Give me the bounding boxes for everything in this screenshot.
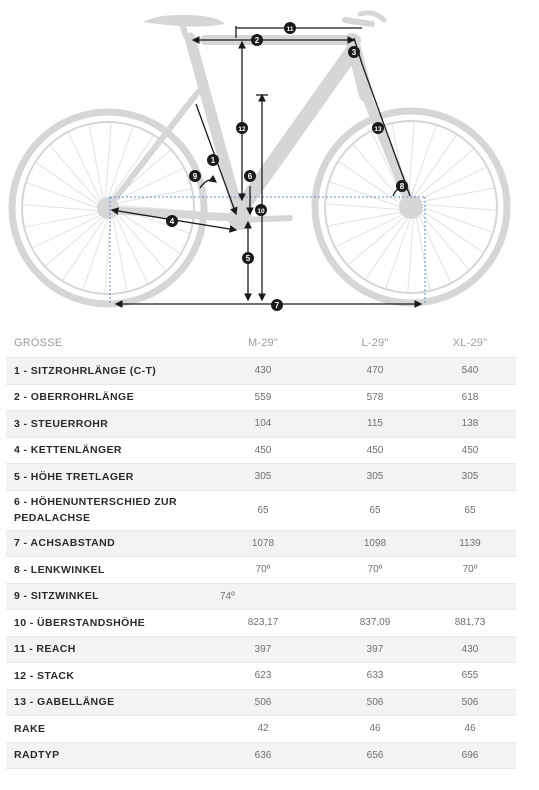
row-value: 450 [200, 437, 326, 464]
row-value: 46 [326, 716, 424, 743]
table-row [6, 384, 516, 411]
table-row [6, 610, 516, 637]
row-value: 305 [424, 464, 516, 491]
row-value: 696 [424, 742, 516, 769]
marker-number: 13 [374, 126, 382, 133]
row-value: 823,17 [200, 610, 326, 637]
measurement-marker [207, 154, 219, 166]
measurement-marker [284, 22, 296, 34]
column-header-xl29: XL-29" [452, 337, 488, 349]
row-label: RADTYP [6, 742, 200, 769]
row-label: 4 - KETTENLÄNGER [6, 437, 200, 464]
row-value: 618 [424, 384, 516, 411]
measurement-marker [166, 215, 178, 227]
row-label: 8 - LENKWINKEL [6, 557, 200, 584]
column-header-l29: L-29" [361, 337, 389, 349]
row-value: 305 [326, 464, 424, 491]
marker-number: 7 [274, 301, 280, 310]
table-row [6, 716, 516, 743]
row-label: 9 - SITZWINKEL [6, 583, 200, 610]
bike-geometry-diagram [0, 0, 539, 322]
row-value: 881,73 [424, 610, 516, 637]
measurement-marker [251, 34, 263, 46]
row-value: 837,09 [326, 610, 424, 637]
table-row [6, 530, 516, 557]
marker-number: 12 [238, 126, 246, 133]
row-value: 115 [326, 411, 424, 438]
table-row [6, 583, 516, 610]
measurement-marker [189, 170, 201, 182]
row-label: 1 - SITZROHRLÄNGE (C-T) [6, 358, 200, 385]
row-label: 10 - ÜBERSTANDSHÖHE [6, 610, 200, 637]
row-value: 450 [326, 437, 424, 464]
measurement-marker [242, 252, 254, 264]
table-row [6, 636, 516, 663]
marker-number: 9 [192, 172, 198, 181]
row-value: 138 [424, 411, 516, 438]
measurement-marker [244, 170, 256, 182]
row-value: 506 [326, 689, 424, 716]
row-value: 506 [200, 689, 326, 716]
marker-number: 4 [169, 217, 175, 226]
row-label: 6 - HÖHENUNTERSCHIED ZUR PEDALACHSE [6, 490, 200, 530]
row-label: RAKE [6, 716, 200, 743]
geometry-table [6, 329, 516, 769]
row-value: 559 [200, 384, 326, 411]
table-row [6, 411, 516, 438]
table-row [6, 464, 516, 491]
table-row [6, 490, 516, 530]
row-value: 104 [200, 411, 326, 438]
row-value: 397 [326, 636, 424, 663]
row-value: 430 [200, 358, 326, 385]
row-value [326, 583, 424, 610]
table-row [6, 358, 516, 385]
table-row [6, 437, 516, 464]
marker-number: 6 [247, 172, 253, 181]
row-value: 506 [424, 689, 516, 716]
column-header-size: GRÖSSE [14, 337, 63, 349]
row-value: 636 [200, 742, 326, 769]
marker-number: 2 [254, 36, 260, 45]
measurement-marker [372, 122, 384, 134]
table-row [6, 557, 516, 584]
row-value: 65 [200, 490, 326, 530]
row-value: 430 [424, 636, 516, 663]
row-value: 1139 [424, 530, 516, 557]
row-value: 470 [326, 358, 424, 385]
row-value: 1078 [200, 530, 326, 557]
marker-number: 5 [245, 254, 251, 263]
row-value: 656 [326, 742, 424, 769]
row-value: 70º [200, 557, 326, 584]
row-label: 3 - STEUERROHR [6, 411, 200, 438]
measurement-marker [271, 299, 283, 311]
row-label: 13 - GABELLÄNGE [6, 689, 200, 716]
row-value: 70º [424, 557, 516, 584]
row-label: 2 - OBERROHRLÄNGE [6, 384, 200, 411]
row-value: 397 [200, 636, 326, 663]
row-value: 65 [326, 490, 424, 530]
measurement-marker [348, 46, 360, 58]
row-value: 74º [200, 583, 326, 610]
measurement-marker [236, 122, 248, 134]
row-value: 623 [200, 663, 326, 690]
table-row [6, 742, 516, 769]
measurement-marker [396, 180, 408, 192]
column-header-m29: M-29" [248, 337, 278, 349]
row-value: 655 [424, 663, 516, 690]
saddle [143, 15, 225, 27]
row-value [424, 583, 516, 610]
row-label: 5 - HÖHE TRETLAGER [6, 464, 200, 491]
marker-number: 8 [399, 182, 405, 191]
row-value: 450 [424, 437, 516, 464]
row-label: 12 - STACK [6, 663, 200, 690]
row-value: 540 [424, 358, 516, 385]
table-row [6, 689, 516, 716]
marker-number: 10 [257, 208, 265, 215]
row-value: 70º [326, 557, 424, 584]
row-value: 1098 [326, 530, 424, 557]
marker-number: 11 [286, 26, 294, 33]
table-row [6, 663, 516, 690]
row-label: 7 - ACHSABSTAND [6, 530, 200, 557]
table-header-row [6, 329, 516, 358]
row-value: 305 [200, 464, 326, 491]
row-value: 633 [326, 663, 424, 690]
row-label: 11 - REACH [6, 636, 200, 663]
row-value: 65 [424, 490, 516, 530]
row-value: 42 [200, 716, 326, 743]
marker-number: 1 [210, 156, 216, 165]
row-value: 578 [326, 384, 424, 411]
marker-number: 3 [351, 48, 357, 57]
row-value: 46 [424, 716, 516, 743]
measurement-marker [255, 204, 267, 216]
